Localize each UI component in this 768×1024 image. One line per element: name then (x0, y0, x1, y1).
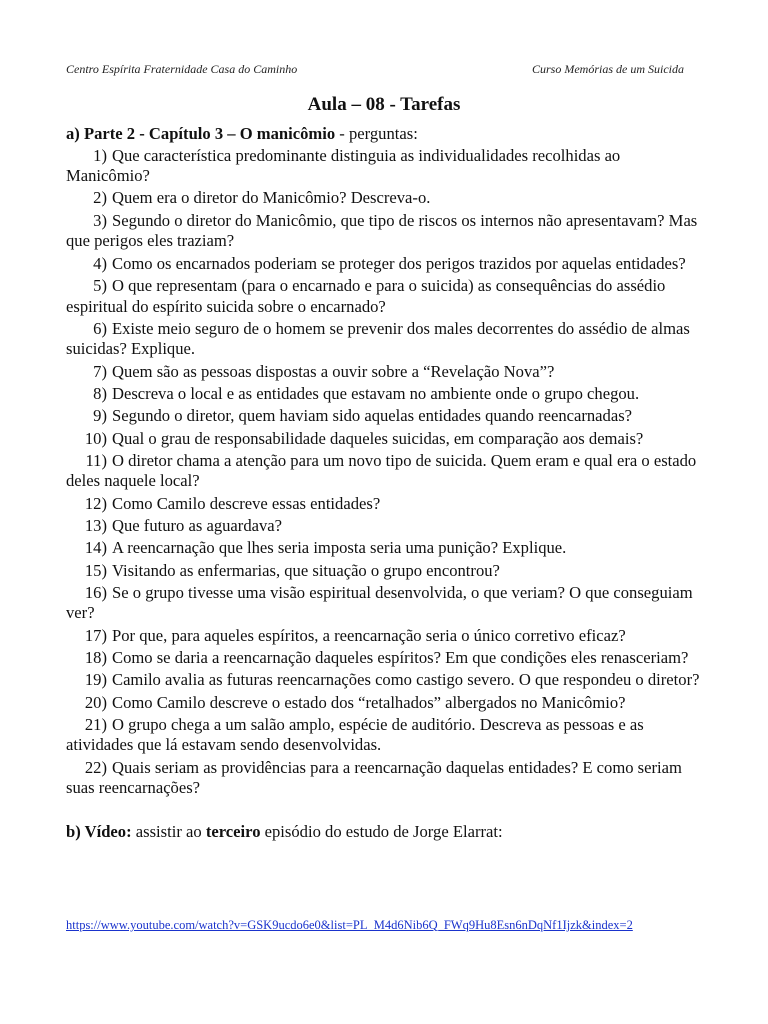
section-b-text1: assistir ao (131, 821, 206, 841)
question-item (66, 626, 706, 647)
question-item (66, 758, 706, 799)
question-item (66, 146, 706, 187)
question-text: Como Camilo descreve essas entidades? (112, 493, 381, 513)
question-number: 1) (93, 145, 107, 165)
question-number: 3) (93, 210, 107, 230)
question-number: 16) (84, 582, 107, 602)
question-list (66, 146, 706, 799)
section-a-label: a) Parte 2 - Capítulo 3 – O manicômio (66, 124, 336, 143)
section-b (66, 822, 706, 843)
question-number: 2) (93, 188, 107, 208)
question-number: 19) (84, 670, 107, 690)
question-text: Camilo avalia as futuras reencarnações como castigo severo. O que respondeu o diretor? (112, 670, 700, 690)
question-text: Por que, para aqueles espíritos, a reencarnação seria o único corretivo eficaz? (112, 625, 626, 645)
section-a-suffix: - perguntas: (335, 124, 418, 143)
question-number: 12) (84, 493, 107, 513)
question-text: Segundo o diretor do Manicômio, que tipo de riscos os internos não apresentavam? Mas que perigos eles traziam? (66, 210, 698, 251)
question-text: Existe meio seguro de o homem se prevenir dos males decorrentes do assédio de almas suicidas? Explique. (66, 318, 690, 359)
question-number: 14) (84, 538, 107, 558)
question-number: 5) (93, 275, 107, 295)
question-number: 9) (93, 406, 107, 426)
question-text: Segundo o diretor, quem haviam sido aquelas entidades quando reencarnadas? (112, 406, 633, 426)
page-header (66, 62, 684, 77)
question-item (66, 494, 706, 515)
header-left: Centro Espírita Fraternidade Casa do Caminho (66, 62, 298, 76)
question-item (66, 384, 706, 405)
question-item (66, 648, 706, 669)
question-item (66, 451, 706, 492)
question-text: A reencarnação que lhes seria imposta seria uma punição? Explique. (112, 538, 567, 558)
question-item (66, 276, 706, 317)
page-title: Aula – 08 - Tarefas (307, 94, 461, 115)
question-text: Visitando as enfermarias, que situação o grupo encontrou? (112, 560, 500, 580)
question-text: O grupo chega a um salão amplo, espécie de auditório. Descreva as pessoas e as atividades que lá estavam sendo desenvolvidas. (66, 714, 644, 755)
question-text: Descreva o local e as entidades que estavam no ambiente onde o grupo chegou. (112, 383, 640, 403)
question-item (66, 406, 706, 427)
question-text: Como se daria a reencarnação daqueles espíritos? Em que condições eles renasceriam? (112, 647, 689, 667)
question-text: Como Camilo descreve o estado dos “retalhados” albergados no Manicômio? (112, 692, 626, 712)
question-text: Que característica predominante distinguia as individualidades recolhidas ao Manicômio? (66, 145, 621, 186)
question-item (66, 561, 706, 582)
question-item (66, 254, 706, 275)
question-item (66, 211, 706, 252)
question-text: O diretor chama a atenção para um novo tipo de suicida. Quem eram e qual era o estado deles naquele local? (66, 450, 697, 491)
question-text: Que futuro as aguardava? (112, 515, 283, 535)
question-number: 10) (84, 428, 107, 448)
question-number: 22) (84, 757, 107, 777)
header-right: Curso Memórias de um Suicida (532, 62, 684, 76)
question-number: 8) (93, 383, 107, 403)
question-item (66, 362, 706, 383)
question-number: 21) (84, 714, 107, 734)
section-b-label: b) Vídeo: (66, 821, 132, 841)
section-a-heading (66, 124, 706, 145)
question-number: 17) (84, 625, 107, 645)
question-item (66, 583, 706, 624)
question-text: O que representam (para o encarnado e para o suicida) as consequências do assédio espiritual do espírito suicida sobre o encarnado? (66, 275, 666, 316)
section-b-emph: terceiro (205, 821, 261, 841)
question-text: Quais seriam as providências para a reencarnação daquelas entidades? E como seriam suas reencarnações? (66, 757, 682, 798)
question-text: Se o grupo tivesse uma visão espiritual desenvolvida, o que veriam? O que conseguiam ver? (66, 582, 693, 623)
question-number: 6) (93, 318, 107, 338)
question-number: 15) (84, 560, 107, 580)
video-link[interactable]: https://www.youtube.com/watch?v=GSK9ucdo6e0&list=PL_M4d6Nib6Q_FWq9Hu8Esn6nDqNf1Ijzk&index=2 (66, 918, 633, 932)
question-number: 13) (84, 515, 107, 535)
question-number: 18) (84, 647, 107, 667)
question-item (66, 715, 706, 756)
question-item (66, 670, 706, 691)
section-b-text2: episódio do estudo de Jorge Elarrat: (260, 821, 503, 841)
question-item (66, 516, 706, 537)
question-text: Quem era o diretor do Manicômio? Descreva-o. (112, 188, 431, 208)
question-item (66, 538, 706, 559)
question-item (66, 429, 706, 450)
question-number: 20) (84, 692, 107, 712)
question-number: 4) (93, 253, 107, 273)
document-body (66, 124, 706, 842)
question-text: Qual o grau de responsabilidade daqueles suicidas, em comparação aos demais? (112, 428, 644, 448)
question-number: 7) (93, 361, 107, 381)
question-item (66, 693, 706, 714)
question-text: Como os encarnados poderiam se proteger dos perigos trazidos por aquelas entidades? (112, 253, 686, 273)
question-number: 11) (85, 450, 107, 470)
question-text: Quem são as pessoas dispostas a ouvir sobre a “Revelação Nova”? (112, 361, 555, 381)
question-item (66, 319, 706, 360)
question-item (66, 188, 706, 209)
